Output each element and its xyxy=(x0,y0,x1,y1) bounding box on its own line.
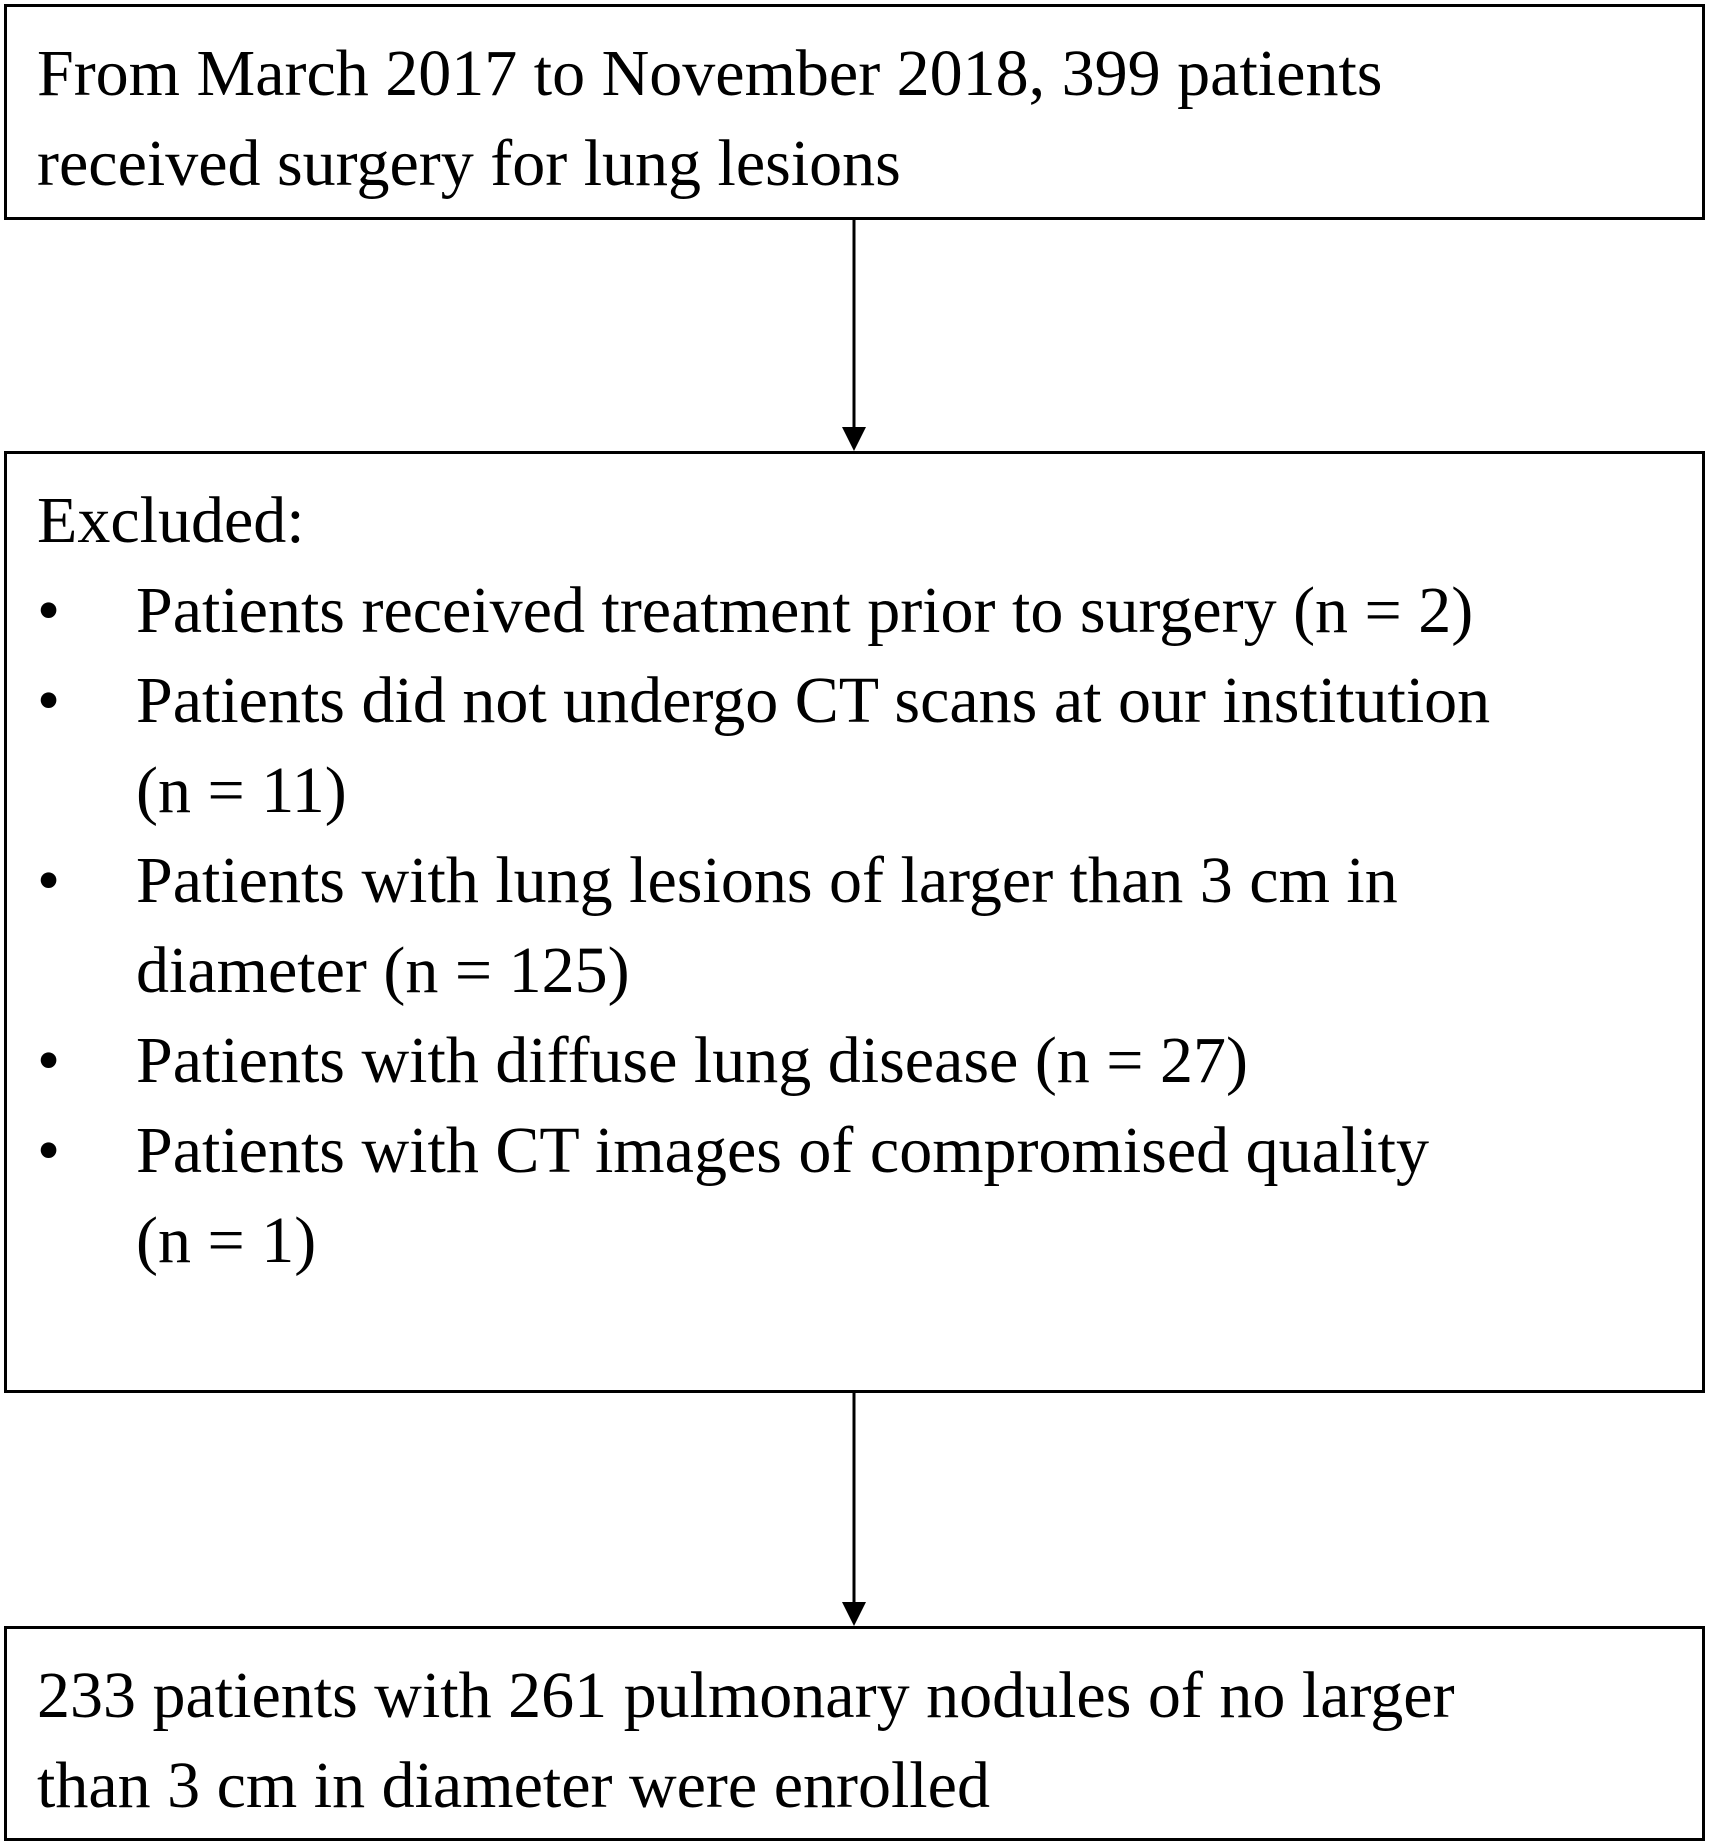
exclusion-list xyxy=(37,566,1702,1286)
bullet-icon: • xyxy=(37,664,61,737)
exclusion-item-1-line-1: Patients received treatment prior to surgery (n = 2) xyxy=(136,574,1474,647)
enrollment-line-1: From March 2017 to November 2018, 399 patients xyxy=(37,37,1383,110)
bullet-icon: • xyxy=(37,1024,61,1097)
final-cohort-text xyxy=(37,1651,1702,1831)
bullet-icon: • xyxy=(37,574,61,647)
exclusion-item-2-line-1: Patients did not undergo CT scans at our institution xyxy=(136,664,1491,737)
arrow-top-to-exclusion xyxy=(842,220,866,451)
bullet-icon: • xyxy=(37,844,61,917)
exclusion-item-2-line-2: (n = 11) xyxy=(136,754,347,827)
exclusion-item xyxy=(37,656,1702,836)
final-line-2: than 3 cm in diameter were enrolled xyxy=(37,1749,990,1822)
final-line-1: 233 patients with 261 pulmonary nodules of no larger xyxy=(37,1659,1455,1732)
exclusion-item xyxy=(37,836,1702,1016)
exclusion-item xyxy=(37,1106,1702,1286)
exclusion-item xyxy=(37,566,1702,656)
arrow-exclusion-to-final xyxy=(842,1393,866,1626)
exclusion-heading: Excluded: xyxy=(37,484,305,557)
exclusion-item-3-line-2: diameter (n = 125) xyxy=(136,934,630,1007)
exclusion-item-5-line-1: Patients with CT images of compromised quality xyxy=(136,1114,1429,1187)
exclusion-box xyxy=(4,451,1705,1393)
exclusion-item-3-line-1: Patients with lung lesions of larger than 3 cm in xyxy=(136,844,1398,917)
exclusion-item xyxy=(37,1016,1702,1106)
bullet-icon: • xyxy=(37,1114,61,1187)
enrollment-line-2: received surgery for lung lesions xyxy=(37,127,901,200)
exclusion-item-5-line-2: (n = 1) xyxy=(136,1204,317,1277)
final-cohort-box xyxy=(4,1626,1705,1841)
exclusion-item-4-line-1: Patients with diffuse lung disease (n = 27) xyxy=(136,1024,1249,1097)
